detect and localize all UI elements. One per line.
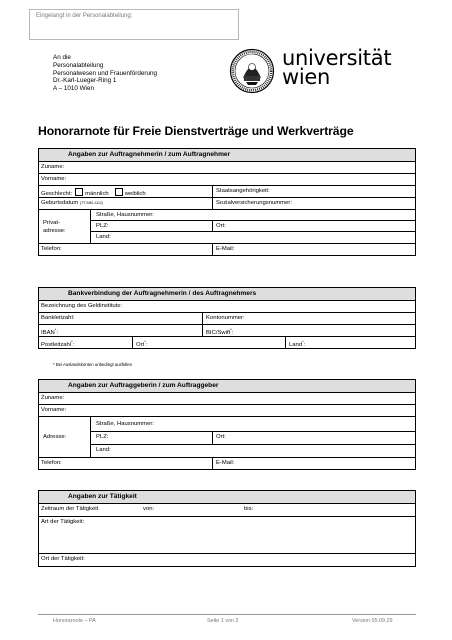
address-line: Personalabteilung (53, 61, 104, 69)
activity-section (38, 490, 416, 567)
gender-citizenship-row: Geschlecht: männlich weiblich Staatsangehörigkeit: (39, 186, 415, 198)
client-email-field[interactable]: E-Mail: (216, 460, 235, 466)
bank-city-field[interactable]: Ort*: (136, 339, 148, 348)
university-wordmark: universität wien (282, 46, 392, 89)
bank-institute-field[interactable]: Bezeichnung des Geldinstituts: (39, 301, 415, 313)
period-from-field[interactable]: von: (143, 506, 155, 512)
contact-row (39, 244, 415, 255)
client-phone-field[interactable]: Telefon: (41, 460, 62, 466)
client-address-block: Adresse: Straße, Hausnummer: PLZ: Ort: Land: (39, 417, 415, 458)
female-checkbox[interactable] (115, 188, 123, 196)
bank-section (38, 287, 416, 349)
client-zip-field[interactable]: PLZ: (96, 434, 109, 440)
social-security-field[interactable]: Sozialversicherungsnummer: (216, 200, 292, 206)
client-firstname-field[interactable]: Vorname: (39, 405, 415, 417)
section-heading: Bankverbindung der Auftragnehmerin / des Auftragnehmers (39, 288, 415, 301)
phone-field[interactable]: Telefon: (41, 246, 62, 252)
university-logo (229, 48, 429, 96)
section-heading: Angaben zur Auftraggeberin / zum Auftraggeber (39, 380, 415, 393)
city-field[interactable]: Ort: (216, 223, 226, 229)
street-field[interactable]: Straße, Hausnummer: (91, 210, 415, 221)
footer-version: Version 05.09.29 (352, 618, 393, 624)
footer-page-number: Seite 1 von 2 (207, 618, 239, 624)
birthdate-ssn-row (39, 198, 415, 210)
client-section (38, 379, 416, 470)
bic-field[interactable]: BIC/Swift*: (206, 327, 234, 336)
university-seal-icon (229, 48, 275, 94)
address-line: Dr.-Karl-Lueger-Ring 1 (53, 77, 117, 85)
bank-code-account-row (39, 313, 415, 325)
bank-code-field[interactable]: Bankleitzahl: (41, 315, 75, 321)
address-line: Personalwesen und Frauenförderung (53, 69, 157, 77)
section-heading: Angaben zur Auftragnehmerin / zum Auftragnehmer (39, 149, 415, 162)
birthdate-field[interactable]: Geburtsdatum (TT.MM.JJJJ) (41, 200, 103, 206)
account-number-field[interactable]: Kontonummer: (206, 315, 245, 321)
period-to-field[interactable]: bis: (244, 506, 254, 512)
bank-country-field[interactable]: Land*: (289, 339, 306, 348)
iban-bic-row (39, 325, 415, 337)
address-line: An die (53, 54, 71, 61)
activity-place-field[interactable]: Ort der Tätigkeit: (41, 556, 85, 562)
client-zip-city-row (91, 432, 415, 445)
footnote: * Bei Auslandskonten unbedingt ausfüllen (53, 362, 133, 367)
contractor-section (38, 148, 416, 256)
recipient-address (53, 54, 157, 93)
contractor-surname-field[interactable]: Zuname: (39, 162, 415, 174)
client-surname-field[interactable]: Zuname: (39, 393, 415, 405)
country-field[interactable]: Land: (96, 234, 111, 240)
bank-zip-field[interactable]: Postleitzahl*: (41, 339, 75, 348)
bank-address-row (39, 337, 415, 348)
section-heading: Angaben zur Tätigkeit (39, 491, 415, 504)
receipt-stamp-box (29, 9, 239, 40)
private-address-block: Privat- adresse: Straße, Hausnummer: PLZ: Ort: Land: (39, 210, 415, 244)
client-contact-row (39, 458, 415, 469)
citizenship-field[interactable]: Staatsangehörigkeit: (216, 188, 270, 194)
client-street-field[interactable]: Straße, Hausnummer: (91, 417, 415, 432)
footer-document-name: Honorarnote – PA (53, 618, 96, 624)
zip-city-row (91, 221, 415, 232)
activity-period-row: Zeitraum der Tätigkeit von: bis: (39, 504, 415, 517)
contractor-firstname-field[interactable]: Vorname: (39, 174, 415, 186)
email-field[interactable]: E-Mail: (216, 246, 235, 252)
iban-field[interactable]: IBAN*: (41, 327, 58, 336)
receipt-stamp-label: Eingelangt in der Personalabteilung: (36, 13, 133, 19)
male-checkbox[interactable] (75, 188, 83, 196)
activity-kind-field[interactable]: Art der Tätigkeit: (39, 517, 415, 554)
zip-field[interactable]: PLZ: (96, 223, 109, 229)
footer-divider (38, 614, 416, 615)
client-country-field[interactable]: Land: (96, 447, 111, 453)
address-line: A – 1010 Wien (53, 85, 94, 93)
page-title: Honorarnote für Freie Dienstverträge und Werkverträge (38, 124, 354, 138)
client-city-field[interactable]: Ort: (216, 434, 226, 440)
